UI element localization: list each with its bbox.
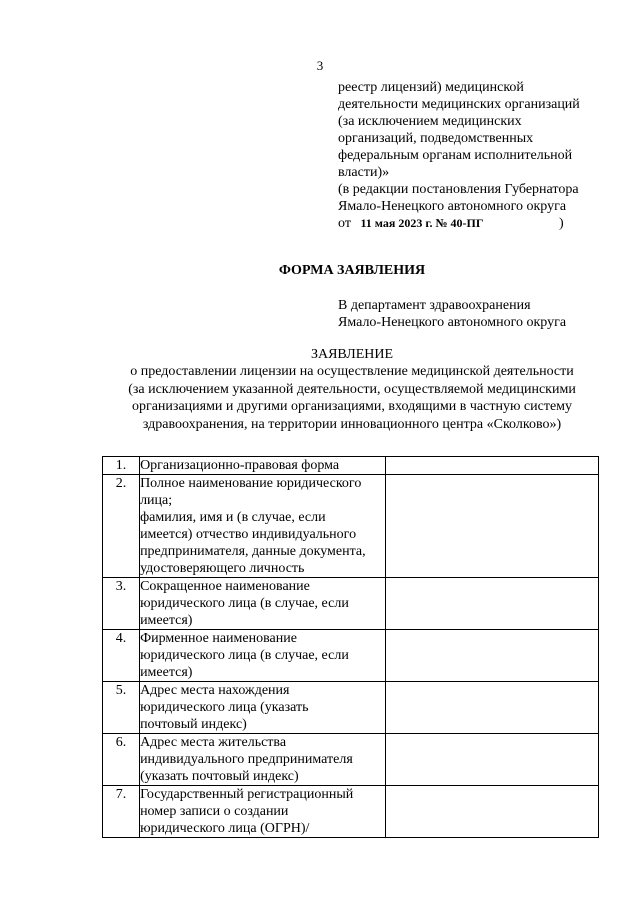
field-value-cell[interactable] xyxy=(385,734,598,786)
row-number: 6. xyxy=(103,734,140,786)
field-label-line: юридического лица (в случае, если xyxy=(140,596,349,611)
field-label xyxy=(140,457,385,475)
field-label-line: юридического лица (указать xyxy=(140,700,309,715)
row-number: 4. xyxy=(103,630,140,682)
date-prefix: от xyxy=(338,216,351,231)
statement-line: (за исключением указанной деятельности, осуществляемой медицинскими xyxy=(128,381,576,397)
field-label xyxy=(140,786,385,838)
field-label-line: номер записи о создании xyxy=(140,804,289,819)
page-number: 3 xyxy=(316,58,324,73)
row-number: 1. xyxy=(103,457,140,475)
table-row xyxy=(103,734,599,786)
field-value-cell[interactable] xyxy=(385,578,598,630)
table-row xyxy=(103,630,599,682)
form-title: ФОРМА ЗАЯВЛЕНИЯ xyxy=(278,263,426,278)
row-number: 5. xyxy=(103,682,140,734)
field-label xyxy=(140,682,385,734)
field-value-cell[interactable] xyxy=(385,786,598,838)
reference-line: федеральным органам исполнительной xyxy=(338,148,573,163)
statement-line: организациями и другими организациями, входящими в частную систему xyxy=(131,399,573,414)
field-label-line: Государственный регистрационный xyxy=(140,787,354,802)
field-label-line: (указать почтовый индекс) xyxy=(140,769,299,784)
statement-line: о предоставлении лицензии на осуществление медицинской деятельности xyxy=(130,364,574,379)
field-label-line: предпринимателя, данные документа, xyxy=(140,544,366,559)
statement-heading: ЗАЯВЛЕНИЕ xyxy=(310,347,394,362)
field-value-cell[interactable] xyxy=(385,682,598,734)
table-row xyxy=(103,475,599,578)
field-label-line: Фирменное наименование xyxy=(140,631,297,646)
table-row xyxy=(103,786,599,838)
field-label-line: Полное наименование юридического xyxy=(140,476,362,491)
date-suffix: ) xyxy=(558,216,564,231)
field-label-line: Организационно-правовая форма xyxy=(140,458,340,473)
field-label-line: юридического лица (ОГРН)/ xyxy=(140,821,310,836)
table-row xyxy=(103,578,599,630)
reference-line: Ямало-Ненецкого автономного округа xyxy=(338,199,567,214)
decree-date-number: 11 мая 2023 г. № 40-ПГ xyxy=(360,216,484,230)
addressee-line: Ямало-Ненецкого автономного округа xyxy=(338,315,567,330)
field-value-cell[interactable] xyxy=(385,457,598,475)
statement-description xyxy=(100,363,604,433)
reference-line: организаций, подведомственных xyxy=(338,131,534,146)
field-label-line: удостоверяющего личность xyxy=(140,561,305,576)
row-number: 2. xyxy=(103,475,140,578)
field-label-line: имеется) xyxy=(140,613,193,628)
field-label xyxy=(140,475,385,578)
field-value-cell[interactable] xyxy=(385,475,598,578)
table-row xyxy=(103,682,599,734)
field-label-line: почтовый индекс) xyxy=(140,717,247,732)
field-label-line: Сокращенное наименование xyxy=(140,579,310,594)
reference-date-row xyxy=(338,215,638,232)
field-label xyxy=(140,578,385,630)
field-value-cell[interactable] xyxy=(385,630,598,682)
field-label-line: фамилия, имя и (в случае, если xyxy=(140,510,326,525)
application-form-table xyxy=(102,456,599,838)
field-label xyxy=(140,630,385,682)
field-label-line: юридического лица (в случае, если xyxy=(140,648,349,663)
field-label-line: Адрес места нахождения xyxy=(140,683,290,698)
statement-line: здравоохранения, на территории инновационного центра «Сколково») xyxy=(142,416,562,432)
reference-line: реестр лицензий) медицинской xyxy=(338,80,524,95)
reference-line: (за исключением медицинских xyxy=(338,114,522,129)
field-label xyxy=(140,734,385,786)
reference-line: деятельности медицинских организаций xyxy=(338,97,580,112)
addressee xyxy=(338,297,638,331)
row-number: 3. xyxy=(103,578,140,630)
field-label-line: имеется) xyxy=(140,665,193,680)
field-label-line: имеется) отчество индивидуального xyxy=(140,527,357,542)
field-label-line: индивидуального предпринимателя xyxy=(140,752,353,767)
form-table-body xyxy=(103,457,599,838)
reference-line: власти)» xyxy=(338,165,390,180)
table-row xyxy=(103,457,599,475)
amendment-reference xyxy=(338,79,638,232)
addressee-line: В департамент здравоохранения xyxy=(338,298,531,313)
row-number: 7. xyxy=(103,786,140,838)
field-label-line: лица; xyxy=(140,493,173,508)
reference-line: (в редакции постановления Губернатора xyxy=(338,182,579,197)
field-label-line: Адрес места жительства xyxy=(140,735,287,750)
